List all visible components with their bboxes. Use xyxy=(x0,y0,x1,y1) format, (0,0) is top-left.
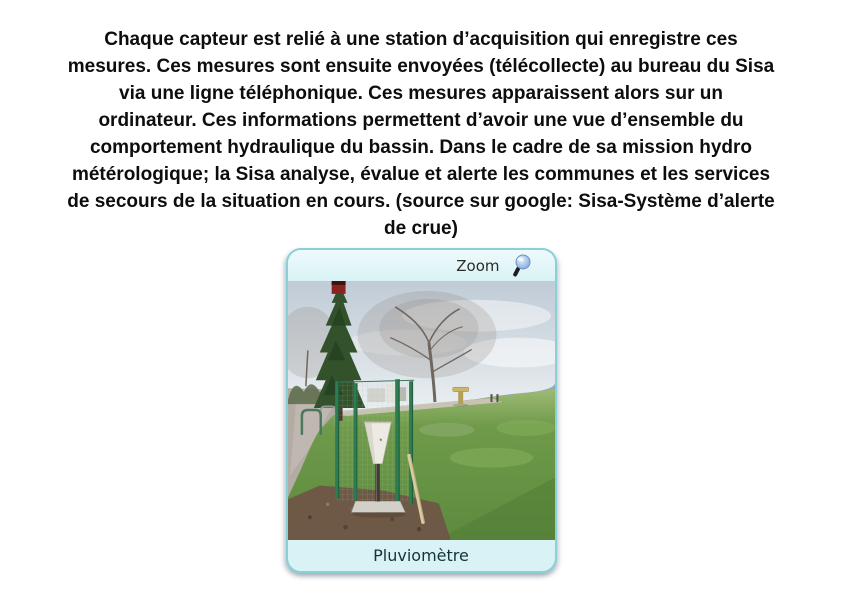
grass-worn xyxy=(419,423,475,437)
zoom-button[interactable] xyxy=(456,253,530,278)
body-text-line: de secours de la situation en cours. (source sur google: Sisa-Système d’alerte xyxy=(67,191,775,212)
dirt-speckle xyxy=(390,517,394,521)
body-text-line: via une ligne téléphonique. Ces mesures apparaissent alors sur un xyxy=(119,83,723,104)
body-text-line: métérologique; la Sisa analyse, évalue et alerte les communes et les services xyxy=(71,164,771,185)
pluviometre-photo xyxy=(288,281,555,540)
dirt-speckle xyxy=(325,503,329,507)
body-text xyxy=(0,0,842,242)
magnifier-icon[interactable] xyxy=(513,253,531,278)
image-card xyxy=(286,248,557,573)
distant-post xyxy=(490,394,492,402)
card-footer xyxy=(288,540,555,571)
card-header xyxy=(288,250,555,281)
body-text-line: mesures. Ces mesures sont ensuite envoyées (télécollecte) au bureau du Sisa xyxy=(67,56,775,77)
body-text-line: comportement hydraulique du bassin. Dans le cadre de sa mission hydro xyxy=(89,137,752,158)
birdhouse-roof xyxy=(331,281,345,285)
zoom-label[interactable]: Zoom xyxy=(456,256,500,275)
body-text-line: Chaque capteur est relié à une station d’acquisition qui enregistre ces xyxy=(104,29,738,50)
gauge-pole xyxy=(375,464,379,502)
photo-scene xyxy=(288,281,555,540)
body-text-line: de crue) xyxy=(384,218,458,239)
gauge-base-slab xyxy=(351,501,405,512)
dirt-speckle xyxy=(307,515,311,519)
grass-highlight xyxy=(496,420,555,436)
dirt-speckle xyxy=(343,525,348,530)
photo-caption: Pluviomètre xyxy=(373,546,469,566)
body-text-line: ordinateur. Ces informations permettent d’avoir une vue d’ensemble du xyxy=(98,110,744,131)
distant-post xyxy=(496,394,498,402)
grass-highlight xyxy=(449,448,532,468)
dirt-speckle xyxy=(416,527,420,531)
